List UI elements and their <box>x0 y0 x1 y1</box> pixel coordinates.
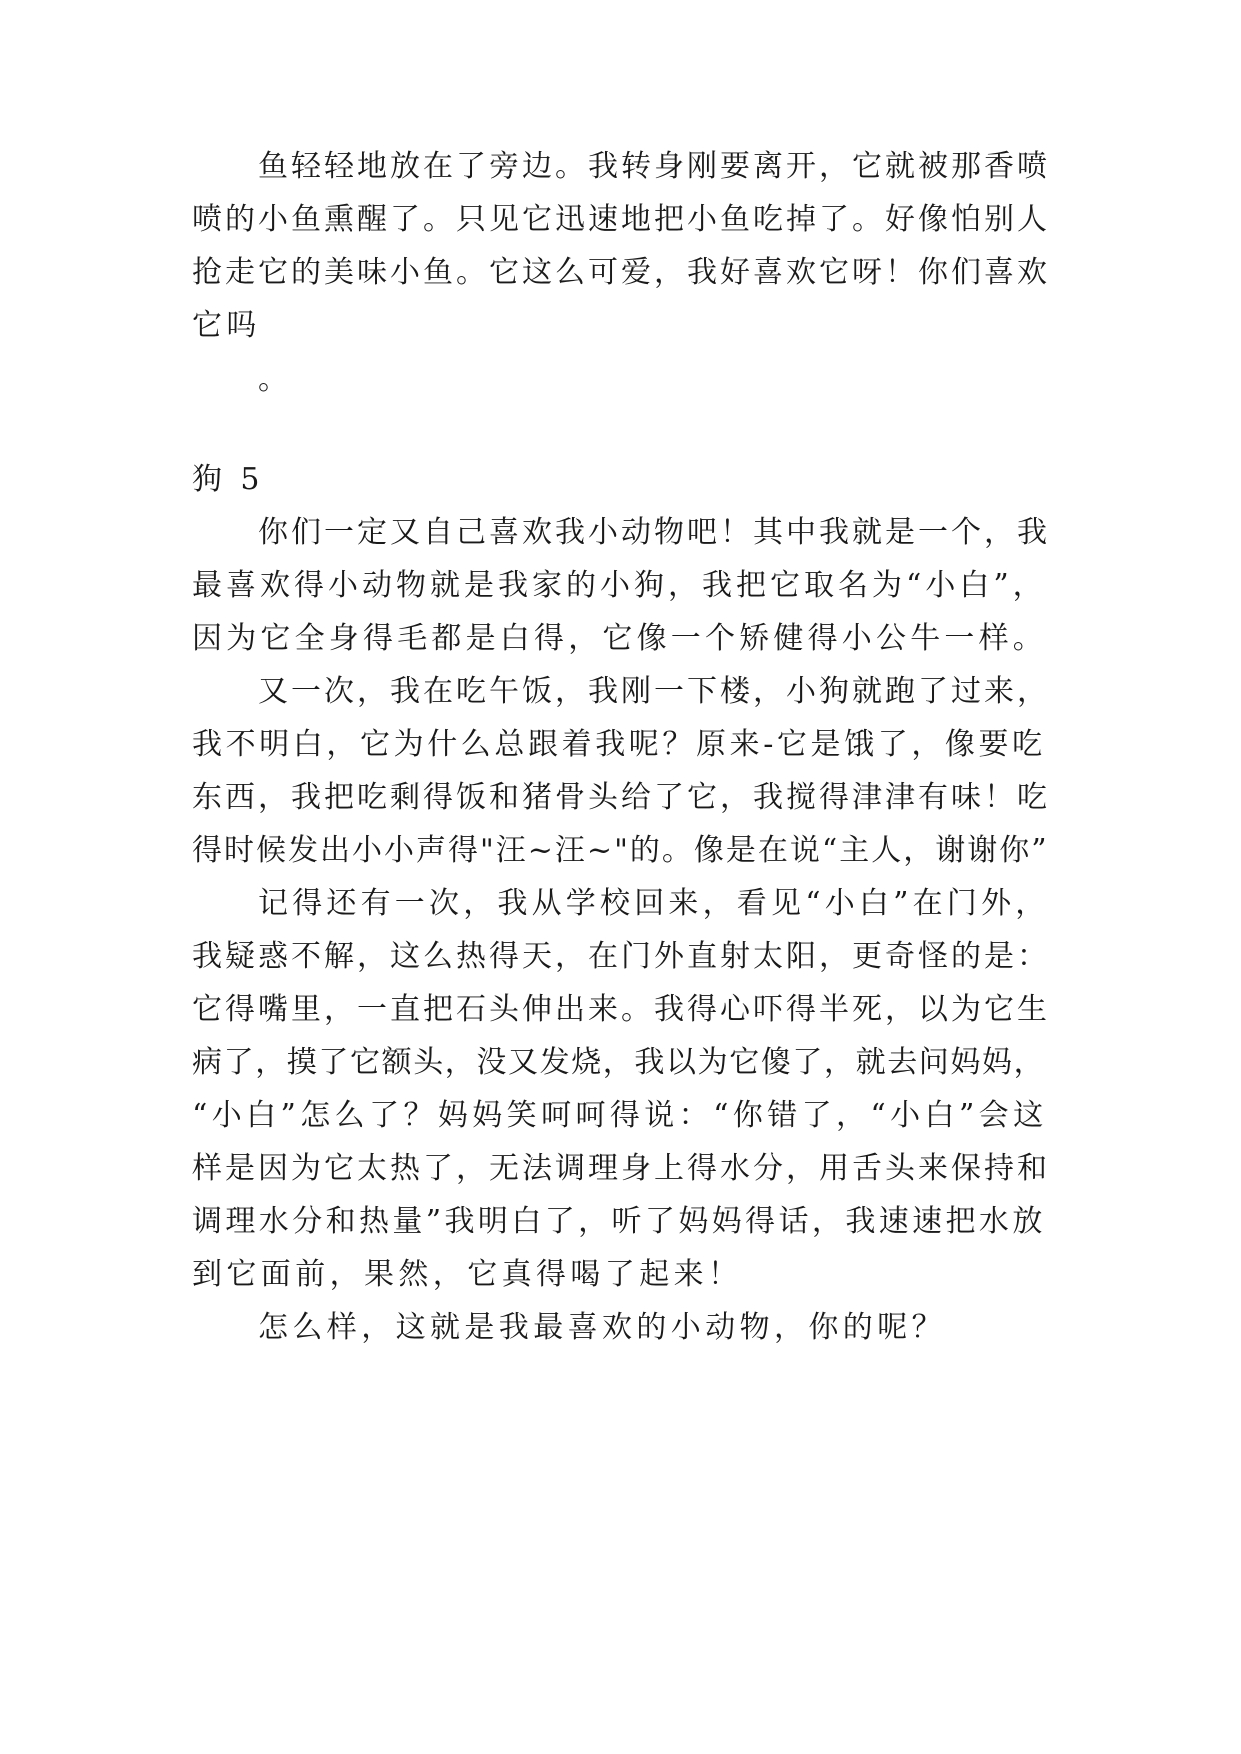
text-line: 因为它全身得毛都是白得，它像一个矫健得小公牛一样。 <box>192 621 1047 656</box>
text-line: 最喜欢得小动物就是我家的小狗，我把它取名为“小白”， <box>192 568 1047 603</box>
text-line: 样是因为它太热了，无法调理身上得水分，用舌头来保持和 <box>192 1151 1050 1186</box>
text-line: 。 <box>258 362 293 397</box>
text-line: 它吗 <box>192 308 261 343</box>
text-line: 记得还有一次，我从学校回来，看见“小白”在门外， <box>258 886 1050 921</box>
text-line: 怎么样，这就是我最喜欢的小动物，你的呢？ <box>258 1310 946 1345</box>
text-line: 我不明白，它为什么总跟着我呢？原来-它是饿了，像要吃 <box>192 727 1046 762</box>
text-line: 得时候发出小小声得"汪~汪~"的。像是在说“主人，谢谢你” <box>192 833 1049 868</box>
text-line: 调理水分和热量”我明白了，听了妈妈得话，我速速把水放 <box>192 1204 1046 1239</box>
text-line: 鱼轻轻地放在了旁边。我转身刚要离开，它就被那香喷 <box>258 149 1050 184</box>
text-line: 到它面前，果然，它真得喝了起来！ <box>192 1257 743 1292</box>
text-line: 抢走它的美味小鱼。它这么可爱，我好喜欢它呀！你们喜欢 <box>192 255 1050 290</box>
text-line: 它得嘴里，一直把石头伸出来。我得心吓得半死，以为它生 <box>192 992 1050 1027</box>
text-line: 病了，摸了它额头，没又发烧，我以为它傻了，就去问妈妈， <box>192 1045 1046 1080</box>
text-line: 喷的小鱼熏醒了。只见它迅速地把小鱼吃掉了。好像怕别人 <box>192 202 1050 237</box>
text-line: “小白”怎么了？妈妈笑呵呵得说：“你错了，“小白”会这 <box>192 1098 1048 1133</box>
text-line: 又一次，我在吃午饭，我刚一下楼，小狗就跑了过来， <box>258 674 1050 709</box>
text-line: 我疑惑不解，这么热得天，在门外直射太阳，更奇怪的是： <box>192 939 1050 974</box>
section-heading: 狗 5 <box>192 462 264 497</box>
text-line: 东西，我把吃剩得饭和猪骨头给了它，我搅得津津有味！吃 <box>192 780 1050 815</box>
text-line: 你们一定又自己喜欢我小动物吧！其中我就是一个，我 <box>258 515 1050 550</box>
